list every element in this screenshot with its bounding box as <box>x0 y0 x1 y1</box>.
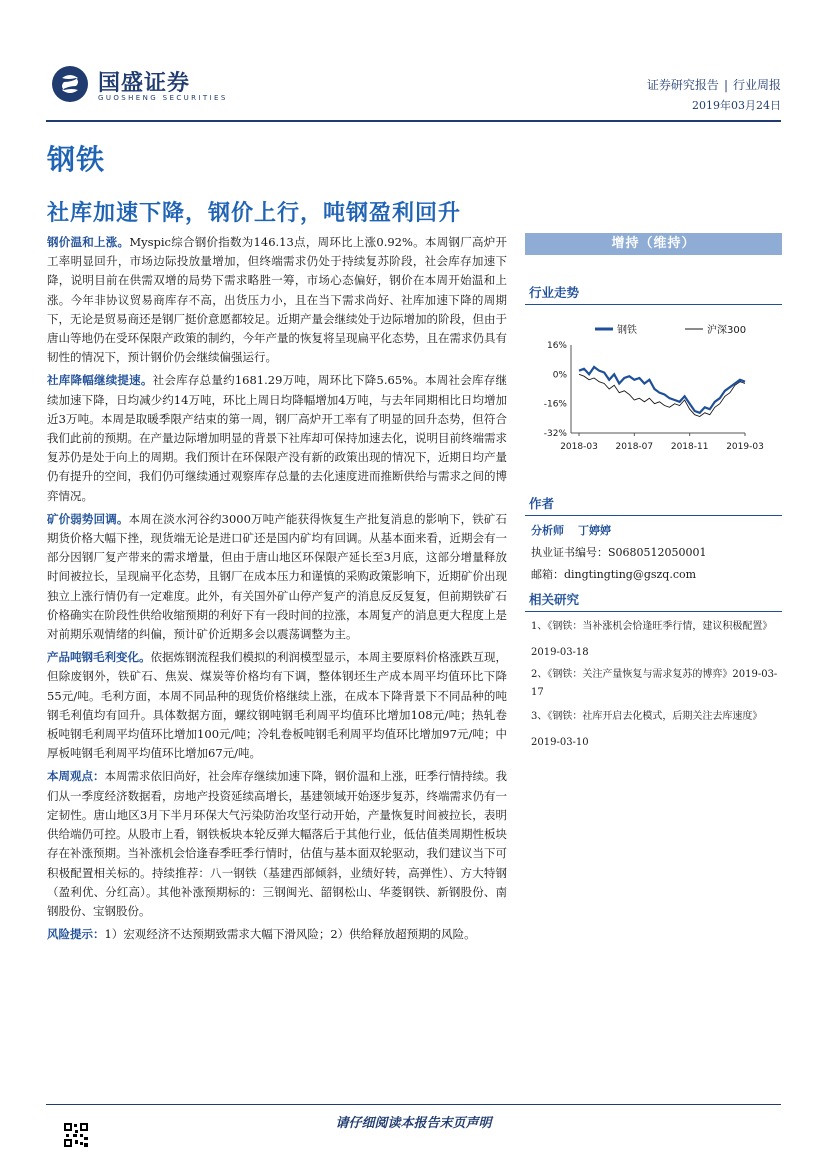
paragraph-lead: 矿价弱势回调。 <box>47 511 129 526</box>
related-report-date: 2019-03-18 <box>531 647 589 658</box>
related-report-title-with-date[interactable] <box>525 666 782 702</box>
paragraph-margin <box>47 648 507 763</box>
footer-disclaimer: 请仔细阅读本报告末页声明 <box>335 1116 492 1131</box>
paragraph-lead: 产品吨钢毛利变化。 <box>47 650 151 665</box>
related-report-date: 2019-03-10 <box>531 737 589 748</box>
x-tick-label: 2019-03 <box>726 442 764 452</box>
company-name-en: GUOSHENG SECURITIES <box>98 94 228 102</box>
paragraph-text: 本周在淡水河谷约3000万吨产能获得恢复生产批复消息的影响下，铁矿石期货价格大幅下挫，现货端无论是进口矿还是国内矿均有回调。从基本面来看，近期会有一部分因钢厂复产带来的需求增量，但由于唐山地区环保限产延长至3月底，这部分增量释放时间被拉长，呈现扁平化态势，且钢厂在成本压力和谨慎的采购政策影响下，近期矿价出现独立上涨行情仍有一定难度。此外，有关国外矿山停产复产的消息反反复复，但前期铁矿石价格确实在阶段性供给收缩预期的利好下有一段时间的拉涨，本周复产的消息更大程度上是对前期乐观情绪的纠偏，预计矿价近期多会以震荡调整为主。 <box>47 511 508 642</box>
qr-code-icon <box>63 1122 89 1148</box>
company-logo-icon <box>50 64 90 104</box>
company-name: 国盛证券 <box>98 71 191 96</box>
report-headline: 社库加速下降，钢价上行，吨钢盈利回升 <box>47 201 462 226</box>
related-report-title[interactable]: 1、《钢铁：当补涨机会恰逢旺季行情，建议积极配置》 <box>531 621 773 632</box>
paragraph-ore <box>47 510 507 644</box>
paragraph-text: 本周需求依旧尚好，社会库存继续加速下降，钢价温和上涨，旺季行情持续。我们从一季度经济数据看，房地产投资延续高增长，基建领域开始逐步复苏，终端需求仍有一定韧性。唐山地区3月下半月环保大气污染防治攻坚行动开始，产量恢复时间被拉长，表明供给端仍可控。从股市上看，钢铁板块本轮反弹大幅落后于其他行业，低估值类周期性板块存在补涨预期。当补涨机会恰逢春季旺季行情时，估值与基本面双轮驱动，我们建议当下可积极配置相关标的。持续推荐：八一钢铁（基建西部倾斜，业绩好转，高弹性）、方大特钢（盈利优、分红高）。其他补涨预期标的：三钢闽光、韶钢松山、华菱钢铁、新钢股份、南钢股份、宝钢股份。 <box>47 769 507 918</box>
x-tick-label: 2018-03 <box>560 442 598 452</box>
paragraph-lead: 风险提示： <box>47 927 105 942</box>
paragraph-lead: 钢价温和上涨。 <box>47 235 130 249</box>
footer-divider <box>46 1104 781 1105</box>
rating-badge: 增持（维持） <box>525 233 782 255</box>
sidebar <box>525 233 782 756</box>
author-section-title: 作者 <box>525 490 782 516</box>
header-divider <box>46 120 781 122</box>
paragraph-lead: 社库降幅继续提速。 <box>47 373 153 388</box>
paragraph-text: Myspic综合钢价指数为146.13点，周环比上涨0.92%。本周钢厂高炉开工率明显回升，市场边际投放量增加，但终端需求仍处于持续复苏阶段，社会库存加速下降，说明目前在供需双增的局势下需求略胜一筹，市场心态偏好，钢价在本周开始温和上涨。今年非协议贸易商库存不高，出货压力小，且在当下需求尚好、社库加速下降的周期下，无论是贸易商还是钢厂挺价意愿都较足。近期产量会继续处于边际增加的阶段，但由于唐山等地仍在受环保限产政策的制约，今年产量的恢复将呈现扁平化态势，且在需求仍具有韧性的情况下，预计钢价仍会继续偏强运行。 <box>47 235 507 365</box>
analyst-name: 丁婷婷 <box>578 524 611 537</box>
paragraph-inventory <box>47 371 507 505</box>
paragraph-risk <box>47 925 507 944</box>
analyst-email: 邮箱：dingtingting@gszq.com <box>531 568 697 581</box>
paragraph-text: 1）宏观经济不达预期致需求大幅下滑风险；2）供给释放超预期的风险。 <box>104 927 476 942</box>
related-section-title: 相关研究 <box>525 586 782 612</box>
y-tick-label: -16% <box>543 399 567 410</box>
company-logo <box>50 64 230 108</box>
y-tick-label: 16% <box>546 341 567 351</box>
trend-chart <box>525 305 782 480</box>
trend-section-title: 行业走势 <box>525 279 782 305</box>
legend-label: 沪深300 <box>707 325 747 336</box>
analyst-line <box>525 520 782 542</box>
paragraph-text: 社会库存总量约1681.29万吨，周环比下降5.65%。本周社会库存继续加速下降，日均减少约14万吨，环比上周日均降幅增加4万吨，与去年同期相比日均增加近3万吨。本周是取暖季限产结束的第一周，钢厂高炉开工率有了明显的回升态势，但符合我们此前的预期。在产量边际增加明显的背景下社库却可保持加速去化，说明目前终端需求复苏仍是处于向上的周期。我们预计在环保限产没有新的政策出现的情况下，近期日均产量仍有提升的空间，我们仍可继续通过观察库存总量的去化速度进而推断供给与需求之间的博弈情况。 <box>47 373 507 503</box>
related-report-date: 2019-03-17 <box>531 669 778 698</box>
related-report-title[interactable]: 3、《钢铁：社库开启去化模式，后期关注去库速度》 <box>531 711 763 722</box>
series-line-hs300 <box>579 374 745 416</box>
x-tick-label: 2018-07 <box>615 442 654 452</box>
legend-label: 钢铁 <box>617 325 637 336</box>
y-tick-label: 0% <box>552 370 567 381</box>
license-number: 执业证书编号：S0680512050001 <box>531 546 707 559</box>
report-type-line <box>647 76 781 93</box>
main-body <box>47 233 507 948</box>
report-type: 证券研究报告 <box>646 78 719 92</box>
x-tick-label: 2018-11 <box>670 442 709 452</box>
industry-title: 钢铁 <box>47 143 106 176</box>
trend-chart-svg <box>525 305 782 480</box>
report-date: 2019年03月24日 <box>692 99 781 112</box>
report-kind: 行业周报 <box>732 78 781 92</box>
series-line-steel <box>579 367 745 413</box>
analyst-label: 分析师 <box>531 524 564 537</box>
paragraph-price <box>47 233 507 367</box>
paragraph-view <box>47 767 507 921</box>
y-tick-label: -32% <box>543 429 567 439</box>
paragraph-text: 依据炼钢流程我们模拟的利润模型显示，本周主要原料价格涨跌互现，但除废钢外，铁矿石、焦炭、煤炭等价格均有下调，整体钢坯生产成本周平均值环比下降55元/吨。毛利方面，本周不同品种的现货价格继续上涨，在成本下降背景下不同品种的吨钢毛利值均有回升。具体数据方面，螺纹钢吨钢毛利周平均值环比增加108元/吨；热轧卷板吨钢毛利周平均值环比增加100元/吨；冷轧卷板吨钢毛利周平均值环比增加97元/吨；中厚板吨钢毛利周平均值环比增加67元/吨。 <box>47 650 507 761</box>
header-separator: | <box>723 78 728 92</box>
related-report-title: 2、《钢铁：关注产量恢复与需求复苏的博弈》 <box>531 669 733 680</box>
paragraph-lead: 本周观点： <box>47 769 105 784</box>
